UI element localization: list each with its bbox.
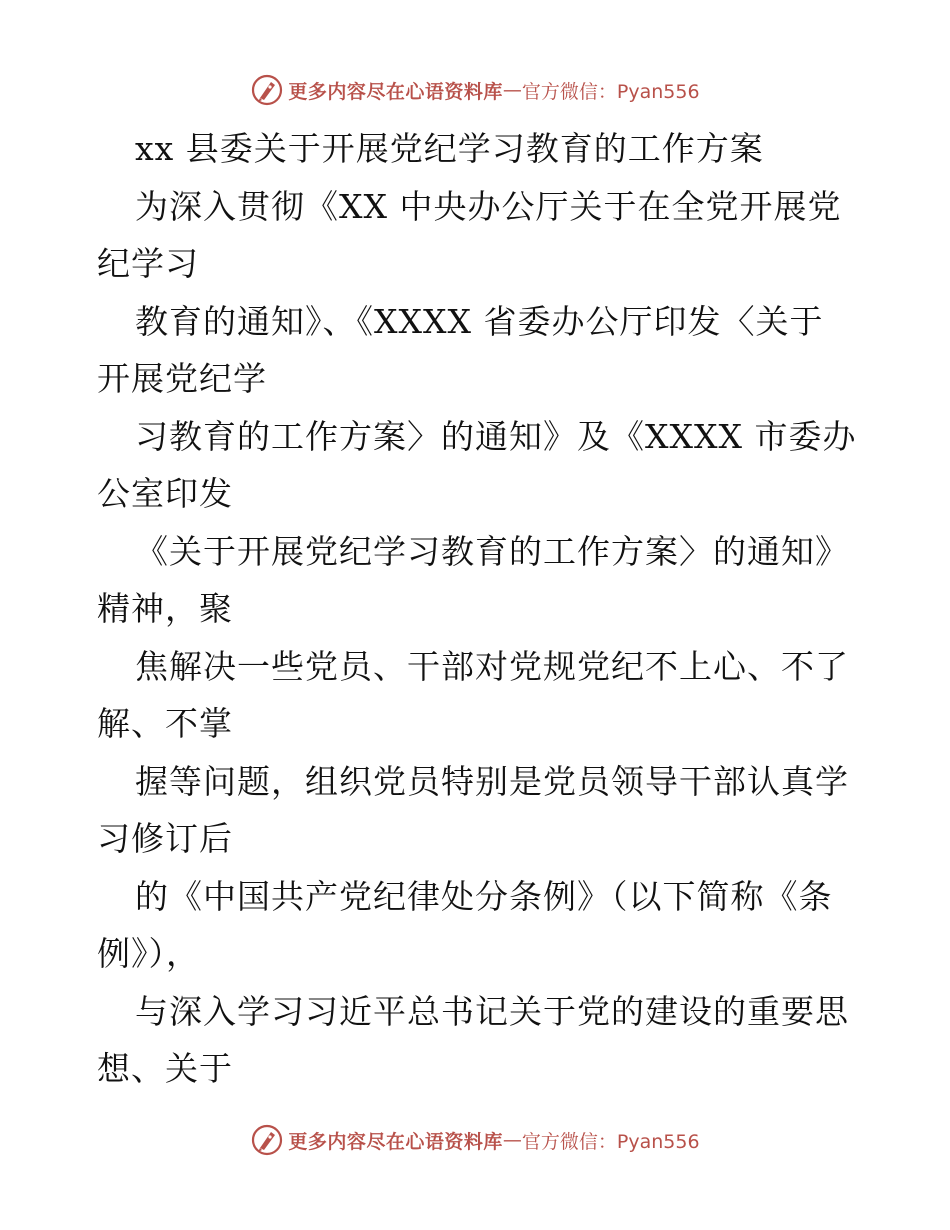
header-contact-text: 官方微信：Pyan556 bbox=[521, 80, 700, 103]
pen-nib-logo-icon bbox=[250, 73, 284, 107]
paragraph-line: 与深入学习习近平总书记关于党的建设的重要思 bbox=[135, 991, 849, 1031]
paragraph-line: 习修订后 bbox=[97, 819, 233, 858]
paragraph-line: 例》）， bbox=[97, 934, 200, 973]
header-site-text: 更多内容尽在心语资料库 bbox=[288, 80, 503, 103]
footer-contact-text: 官方微信：Pyan556 bbox=[521, 1130, 700, 1153]
header-banner bbox=[0, 70, 950, 110]
paragraph-line: 握等问题，组织党员特别是党员领导干部认真学 bbox=[135, 761, 849, 801]
paragraph-line: 开展党纪学 bbox=[97, 359, 267, 398]
document-title: xx 县委关于开展党纪学习教育的工作方案 bbox=[135, 129, 764, 168]
paragraph-line: 解、不掌 bbox=[97, 704, 233, 743]
footer-banner bbox=[0, 1120, 950, 1160]
paragraph-line: 习教育的工作方案〉的通知》及《XXXX 市委办 bbox=[135, 416, 857, 456]
document-body bbox=[97, 120, 867, 1098]
paragraph-line: 的《中国共产党纪律处分条例》（以下简称《条 bbox=[135, 876, 833, 916]
footer-site-text: 更多内容尽在心语资料库 bbox=[288, 1130, 503, 1153]
paragraph-line: 教育的通知》、《XXXX 省委办公厅印发〈关于 bbox=[135, 301, 824, 341]
paragraph-line: 想、关于 bbox=[97, 1049, 233, 1088]
pen-nib-logo-icon bbox=[250, 1123, 284, 1157]
paragraph-line: 为深入贯彻《XX 中央办公厅关于在全党开展党 bbox=[135, 186, 842, 226]
paragraph-line: 纪学习 bbox=[97, 244, 199, 283]
paragraph-line: 《关于开展党纪学习教育的工作方案〉的通知》 bbox=[135, 531, 849, 571]
header-separator: — bbox=[502, 79, 522, 101]
paragraph-line: 焦解决一些党员、干部对党规党纪不上心、不了 bbox=[135, 646, 849, 686]
footer-separator: — bbox=[502, 1129, 522, 1151]
paragraph-line: 精神，聚 bbox=[97, 589, 233, 628]
paragraph-line: 公室印发 bbox=[97, 474, 233, 513]
